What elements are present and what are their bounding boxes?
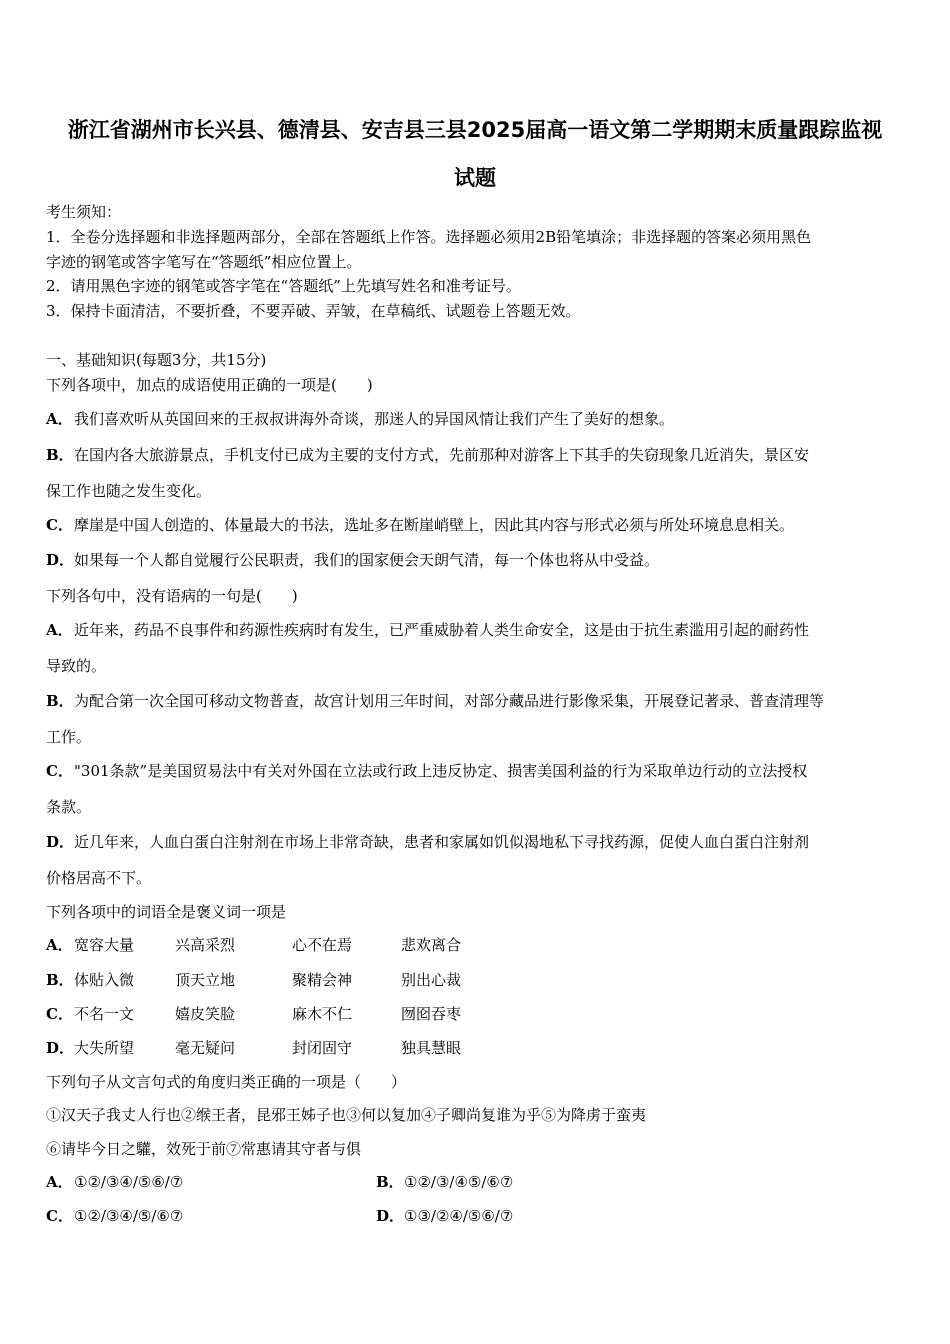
option-label: C． (46, 1207, 73, 1225)
exam-title-line2: 试题 (454, 166, 496, 190)
notice-item-2: 2．请用黑色字迹的钢笔或答字笔在“答题纸”上先填写姓名和准考证号。 (46, 277, 521, 295)
option-text: ①②/③④/⑤⑥/⑦ (74, 1173, 184, 1191)
term: 心不在焉 (292, 936, 353, 954)
option-text: 我们喜欢听从英国回来的王叔叔讲海外奇谈，那迷人的异国风情让我们产生了美好的想象。 (74, 410, 675, 428)
option-label: B． (46, 971, 74, 989)
term: 麻木不仁 (292, 1005, 353, 1023)
q1-stem: 下列各项中，加点的成语使用正确的一项是( ) (46, 376, 373, 394)
option-text: 为配合第一次全国可移动文物普查，故宫计划用三年时间，对部分藏品进行影像采集，开展登记著录、普查清理等 (74, 692, 825, 710)
option-label: A． (46, 1173, 73, 1191)
option-label: C． (46, 762, 73, 780)
q2-option-b (46, 691, 824, 711)
q2-option-d-cont: 价格居高不下。 (46, 869, 152, 887)
q2-option-a (46, 620, 809, 640)
q2-option-c-cont: 条款。 (46, 798, 92, 816)
option-text: "301条款”是美国贸易法中有关对外国在立法或行政上违反协定、损害美国利益的行为采取单边行动的立法授权 (74, 762, 808, 780)
q4-option-d (376, 1206, 513, 1226)
option-label: C． (46, 516, 73, 534)
term: 不名一文 (74, 1005, 135, 1023)
q1-option-d (46, 550, 659, 570)
exam-title-line1: 浙江省湖州市长兴县、德清县、安吉县三县2025届高一语文第二学期期末质量跟踪监视 (67, 118, 883, 142)
option-text: 如果每一个人都自觉履行公民职责，我们的国家便会天朗气清，每一个体也将从中受益。 (74, 551, 660, 569)
term: 独具慧眼 (401, 1039, 462, 1057)
q2-option-c (46, 761, 807, 781)
term: 封闭固守 (292, 1039, 353, 1057)
term: 聚精会神 (292, 971, 353, 989)
term: 兴高采烈 (175, 936, 236, 954)
q2-option-a-cont: 导致的。 (46, 657, 107, 675)
term: 悲欢离合 (401, 936, 462, 954)
term: 别出心裁 (401, 971, 462, 989)
q1-option-a (46, 409, 674, 429)
option-label: B． (46, 692, 74, 710)
section-heading: 一、基础知识(每题3分，共15分) (46, 351, 267, 369)
q1-option-c (46, 515, 794, 535)
q2-option-d (46, 832, 809, 852)
term: 体贴入微 (74, 971, 135, 989)
notice-item-3: 3．保持卡面清洁，不要折叠，不要弄破、弄皱，在草稿纸、试题卷上答题无效。 (46, 302, 581, 320)
q4-sentences-2: ⑥请毕今日之驩，效死于前⑦常惠请其守者与俱 (46, 1140, 362, 1158)
q3-stem: 下列各项中的词语全是褒义词一项是 (46, 903, 287, 921)
option-label: C． (46, 1005, 73, 1023)
q2-option-b-cont: 工作。 (46, 728, 92, 746)
q4-option-a (46, 1172, 183, 1192)
notice-heading: 考生须知： (46, 203, 122, 221)
notice-item-1b: 字迹的钢笔或答字笔写在“答题纸”相应位置上。 (46, 253, 362, 271)
term: 大失所望 (74, 1039, 135, 1057)
term: 顶天立地 (175, 971, 236, 989)
term: 宽容大量 (74, 936, 135, 954)
option-label: D． (46, 551, 75, 569)
q1-option-b-cont: 保工作也随之发生变化。 (46, 482, 212, 500)
option-text: 近几年来，人血白蛋白注射剂在市场上非常奇缺，患者和家属如饥似渴地私下寻找药源，促使人血白蛋白注射剂 (74, 833, 810, 851)
option-text: 摩崖是中国人创造的、体量最大的书法，选址多在断崖峭壁上，因此其内容与形式必须与所处环境息息相关。 (74, 516, 795, 534)
option-label: A． (46, 936, 73, 954)
option-label: A． (46, 621, 73, 639)
option-label: D． (46, 833, 75, 851)
term: 毫无疑问 (175, 1039, 236, 1057)
option-text: ①②/③④/⑤/⑥⑦ (74, 1207, 184, 1225)
q4-stem: 下列句子从文言句式的角度归类正确的一项是（ ） (46, 1073, 407, 1091)
option-text: 近年来，药品不良事件和药源性疾病时有发生，已严重威胁着人类生命安全，这是由于抗生素滥用引起的耐药性 (74, 621, 810, 639)
option-text: 在国内各大旅游景点，手机支付已成为主要的支付方式，先前那种对游客上下其手的失窃现象几近消失，景区安 (74, 446, 810, 464)
option-label: B． (46, 446, 74, 464)
notice-item-1a: 1．全卷分选择题和非选择题两部分，全部在答题纸上作答。选择题必须用2B铅笔填涂；非选择题的答案必须用黑色 (46, 228, 812, 246)
option-label: A． (46, 410, 73, 428)
q4-sentences-1: ①汉天子我丈人行也②缑王者，昆邪王姊子也③何以复加④子卿尚复谁为乎⑤为降虏于蛮夷 (46, 1106, 647, 1124)
q1-option-b (46, 445, 809, 465)
option-label: D． (376, 1207, 405, 1225)
q4-option-b (376, 1172, 513, 1192)
term: 囫囵吞枣 (401, 1005, 462, 1023)
option-text: ①②/③/④⑤/⑥⑦ (404, 1173, 514, 1191)
q4-option-c (46, 1206, 183, 1226)
option-label: B． (376, 1173, 404, 1191)
option-text: ①③/②④/⑤⑥/⑦ (404, 1207, 514, 1225)
q2-stem: 下列各句中，没有语病的一句是( ) (46, 587, 298, 605)
term: 嬉皮笑脸 (175, 1005, 236, 1023)
option-label: D． (46, 1039, 75, 1057)
